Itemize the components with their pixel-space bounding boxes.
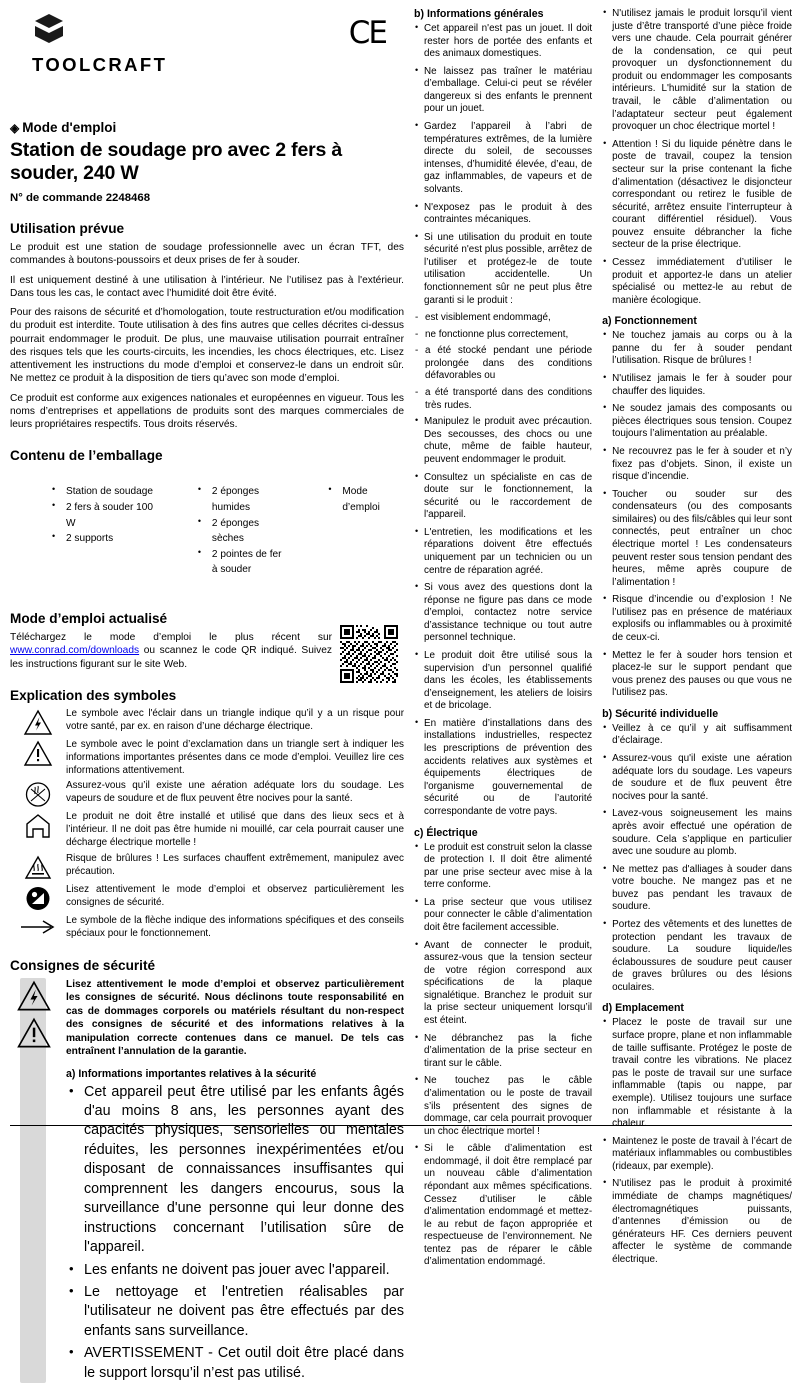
safety-a-list [66, 1083, 404, 1384]
document-kind [10, 120, 404, 135]
intended-use-paragraph: Le produit est une station de soudage professionnelle avec un écran TFT, des commandes à boutons-poussoirs et deux prises de fer à souder. [10, 242, 404, 267]
package-column-1 [10, 484, 156, 578]
list-item: • 2 pointes de fer à souder [196, 547, 286, 578]
manual-text-after: ou scannez le code QR indiqué. Suivez les instructions figurant sur le site Web. [10, 645, 332, 670]
list-item: • Si le câble d’alimentation est endommagé, il doit être remplacé par un nouveau câble d’alimentation répondant aux mêmes spécifications. Cessez d’utiliser le câble d’alimentation endommagé et mettez-le au rebut de façon appropriée et respectueuse de l’environnement. Ne tentez pas de réparer le câble d’alimentation endommagé. [414, 1143, 592, 1269]
qr-code-icon [340, 625, 398, 683]
list-item: • Assurez-vous qu'il existe une aération adéquate lors du soudage. Les vapeurs de soudure et de flux peuvent être nocives pour la santé. [602, 753, 792, 803]
safety-c-list-cont [602, 8, 792, 307]
list-item: • Le produit doit être utilisé sous la supervision d’un personnel qualifié dans les écoles, les établissements d’enseignement, les ateliers de loisirs et de bricolage. [414, 650, 592, 713]
list-item: • Cet appareil n'est pas un jouet. Il doit rester hors de portée des enfants et des animaux domestiques. [414, 23, 592, 61]
safety-content [10, 978, 404, 1383]
symbol-row [10, 811, 404, 850]
safety-location-list [602, 1017, 792, 1266]
list-item: • N'utilisez jamais le fer à souder pour chauffer des liquides. [602, 373, 792, 398]
list-item: • Mode d’emploi [326, 484, 404, 515]
symbol-text: Assurez-vous qu’il existe une aération adéquate lors du soudage. Les vapeurs de soudure et de flux peuvent être nocives pour la santé. [66, 780, 404, 805]
section-heading-symbols: Explication des symboles [10, 687, 177, 703]
list-item: • Mettez le fer à souder hors tension et placez-le sur le support pendant que vous prenez des pauses ou que vous ne l'utilisez pas. [602, 650, 792, 700]
page-title: Station de soudage pro avec 2 fers à souder, 240 W [10, 139, 342, 184]
section-heading-package-contents: Contenu de l’emballage [10, 448, 163, 464]
column-right [600, 8, 792, 1271]
package-column-2 [156, 484, 286, 578]
subsection-heading-c: c) Électrique [414, 826, 478, 839]
list-item: • Avant de connecter le produit, assurez-vous que la tension secteur de votre région correspond aux spécifications de la plaque signalétique. Branchez le produit sur la prise secteur uniquement lorsqu’il est éteint. [414, 940, 592, 1028]
symbol-row [10, 884, 404, 912]
list-item: • La prise secteur que vous utilisez pour connecter le câble d’alimentation doit être facilement accessible. [414, 897, 592, 935]
list-item: • Gardez l’appareil à l’abri de températures extrêmes, de la lumière directe du soleil, de secousses intenses, d’humidité élevée, d’eau, de gaz inflammables, de vapeurs et de solvants. [414, 121, 592, 196]
lightning-in-triangle-icon [10, 708, 66, 736]
symbol-row [10, 780, 404, 808]
downloads-link[interactable]: www.conrad.com/downloads [10, 645, 140, 657]
read-manual-icon [10, 884, 66, 912]
section-heading-safety: Consignes de sécurité [10, 957, 156, 973]
list-item: • Manipulez le produit avec précaution. Des secousses, des chocs ou une chute, même de faible hauteur, peuvent endommager le produit. [414, 416, 592, 466]
list-item: • Si vous avez des questions dont la réponse ne figure pas dans ce mode d’emploi, contactez notre service d’assistance technique ou tout autre personnel technique. [414, 582, 592, 645]
column-middle [414, 8, 600, 1274]
list-item: • Maintenez le poste de travail à l’écart de matériaux inflammables ou combustibles (rideaux, par exemple). [602, 1136, 792, 1174]
list-item: • Ne débranchez pas la fiche d’alimentation de la prise secteur en tirant sur le câble. [414, 1033, 592, 1071]
eye-france-flag-icon: ◈ [10, 121, 20, 135]
subsection-heading-a: a) Informations importantes relatives à la sécurité [66, 1067, 317, 1080]
list-item: • Veillez à ce qu’il y ait suffisamment d’éclairage. [602, 723, 792, 748]
list-item: • Les enfants ne doivent pas jouer avec l'appareil. [66, 1261, 404, 1280]
updated-manual-block [10, 631, 404, 671]
section-heading-updated-manual: Mode d’emploi actualisé [10, 611, 168, 627]
symbol-text: Le symbole de la flèche indique des informations spécifiques et des conseils spéciaux pour le fonctionnement. [66, 915, 404, 939]
page-columns [10, 8, 792, 1386]
safety-lead-text: Lisez attentivement le mode d’emploi et observez particulièrement les consignes de sécurité. Nous déclinons toute responsabilité en cas de dommages corporels ou matériels résultant du non-respect des consignes de sécurité et des informations relatives à la manipulation correcte contenues dans ce manuel. De tels cas entraînent l’annulation de la garantie. [66, 978, 404, 1058]
list-item: - a été transporté dans des conditions très rudes. [414, 387, 592, 412]
list-item: • Ne laissez pas traîner le matériau d’emballage. Celui-ci peut se révéler dangereux si des enfants le prennent pour un jouet. [414, 66, 592, 116]
list-item: • Attention ! Si du liquide pénètre dans le poste de travail, coupez la tension secteur sur la prise contenant la fiche d’alimentation (désactivez le disjoncteur correspondant ou retirez le fusible de sécurité, arrêtez ensuite l’interrupteur à courant différentiel résiduel). Vous pouvez ensuite débrancher la fiche secteur de la prise électrique. [602, 139, 792, 252]
list-item: - a été stocké pendant une période prolongée dans des conditions défavorables ou [414, 345, 592, 383]
page-footer [10, 1125, 792, 1126]
hot-surface-in-triangle-icon [10, 853, 66, 881]
list-item: • 2 supports [50, 531, 156, 547]
arrow-right-icon [10, 915, 66, 936]
footer-divider [10, 1125, 792, 1126]
list-item: • AVERTISSEMENT - Cet outil doit être placé dans le support lorsqu’il n’est pas utilisé. [66, 1344, 404, 1383]
symbol-row [10, 853, 404, 881]
safety-b-sublist [414, 312, 592, 412]
list-item: • 2 éponges humides [196, 484, 286, 515]
symbol-text: Le symbole avec le point d’exclamation dans un triangle sert à indiquer les informations importantes présentes dans ce mode d’emploi. Veuillez lire ces informations attentivement. [66, 738, 404, 776]
list-item: - est visiblement endommagé, [414, 312, 592, 325]
brand-name: TOOLCRAFT [32, 54, 168, 75]
column-left [10, 8, 414, 1386]
package-contents-list [10, 468, 404, 594]
symbol-text: Risque de brûlures ! Les surfaces chauffent extrêmement, manipulez avec précaution. [66, 853, 404, 877]
document-kind-label: Mode d'emploi [22, 120, 117, 135]
subsection-heading-location: d) Emplacement [602, 1002, 684, 1015]
symbol-row [10, 915, 404, 941]
list-item: • Cessez immédiatement d’utiliser le produit et apportez-le dans un atelier spécialisé ou mettez-le au rebut de manière écologique. [602, 257, 792, 307]
list-item: • Risque d’incendie ou d’explosion ! Ne l’utilisez pas en présence de matériaux explosifs ou inflammables ou à proximité de ceux-ci. [602, 594, 792, 644]
list-item: - ne fonctionne plus correctement, [414, 329, 592, 342]
list-item: • N'utilisez jamais le produit lorsqu’il vient juste d’être transporté d’une pièce froide vers une chaude. Cela pourrait générer de la condensation, ce qui peut provoquer un dysfonctionnement du produit ou endommager les composants intérieurs. L'humidité sur la station de travail, le câble d’alimentation ou l’adaptateur secteur peut également provoquer un choc électrique mortel ! [602, 8, 792, 134]
subsection-heading-personal-safety: b) Sécurité individuelle [602, 707, 719, 720]
list-item: • 2 fers à souder 100 W [50, 500, 156, 531]
list-item: • Ne mettez pas d'alliages à souder dans votre bouche. Ne mangez pas et ne buvez pas pendant les travaux de soudure. [602, 864, 792, 914]
safety-b-list [414, 23, 592, 307]
intended-use-paragraph: Ce produit est conforme aux exigences nationales et européennes en vigueur. Tous les noms d’entreprises et appellations de produits sont des marques commerciales de leurs propriétaires respectifs. Tous droits réservés. [10, 392, 404, 430]
subsection-heading-b: b) Informations générales [414, 8, 544, 20]
list-item: • Le nettoyage et l'entretien réalisables par l'utilisateur ne doivent pas être effectués par des enfants sans surveillance. [66, 1283, 404, 1341]
order-number: N° de commande 2248468 [10, 192, 151, 204]
manual-text-before: Téléchargez le mode d’emploi le plus récent sur [10, 632, 332, 644]
safety-operation-list [602, 330, 792, 700]
list-item: • Portez des vêtements et des lunettes de protection pendant les travaux de soudure. La soudure liquide/les éclaboussures de soudure peut causer de graves brûlures ou des lésions oculaires. [602, 919, 792, 994]
section-heading-intended-use: Utilisation prévue [10, 221, 125, 236]
safety-block [10, 978, 404, 1383]
exclamation-in-triangle-icon [10, 739, 66, 767]
list-item: • Station de soudage [50, 484, 156, 500]
list-item: • Ne touchez jamais au corps ou à la panne du fer à souder pendant l’utilisation. Risque de brûlures ! [602, 330, 792, 368]
ce-mark: CE [348, 15, 386, 51]
list-item: • Ne touchez pas le câble d’alimentation ou le poste de travail s’ils présentent des signes de dommage, car cela pourrait provoquer un choc électrique mortel ! [414, 1075, 592, 1138]
list-item: • Toucher ou souder sur des condensateurs (ou des composants similaires) ou des fils/câbles qui leur sont connectés, peut entraîner un choc électrique mortel ! Les condensateurs peuvent rester sous tension pendant des heures, même après coupure de l’alimentation ! [602, 489, 792, 590]
list-item: • En matière d’installations dans des installations industrielles, respectez les prescriptions de prévention des accidents relatives aux systèmes et équipements électriques de l'organisme gouvernemental de sécurité ou de l’autorité correspondante de votre pays. [414, 718, 592, 819]
list-item: • N'exposez pas le produit à des contraintes mécaniques. [414, 202, 592, 227]
list-item: • Si une utilisation du produit en toute sécurité n'est plus possible, arrêtez de l’utiliser et protégez-le de toute utilisation accidentelle. Un fonctionnement sûr ne peut plus être garanti si le produit : [414, 232, 592, 307]
list-item: • N'utilisez pas le produit à proximité immédiate de champs magnétiques/électromagnétiques puissants, d’antennes d’émission ou de générateurs HF. Ces derniers peuvent affecter le système de commande électrique. [602, 1178, 792, 1266]
safety-b-list-cont [414, 416, 592, 818]
symbol-text: Le symbole avec l'éclair dans un triangle indique qu’il y a un risque pour votre santé, par ex. en raison d’une décharge électrique. [66, 707, 404, 732]
list-item: • Placez le poste de travail sur une surface propre, plane et non inflammable de taille suffisante. Protégez le poste de travail contre les vibrations. Ne placez pas le poste de travail sur une surface inflammable (tapis ou nappe, par exemple). Utilisez toujours une surface non inflammable et résistante à la chaleur. [602, 1017, 792, 1130]
symbol-row [10, 708, 404, 736]
safety-personal-list [602, 723, 792, 995]
subsection-heading-operation: a) Fonctionnement [602, 315, 697, 328]
intended-use-paragraph: Pour des raisons de sécurité et d’homologation, toute restructuration et/ou modification du produit est interdite. Toute utilisation à des fins autres que celles décrites ci-dessus pourrait endommager le produit. De plus, une mauvaise utilisation pourrait entraîner des risques tels que les courts-circuits, les incendies, les chocs électriques, etc. Lisez attentivement les instructions du mode d’emploi et conservez-le dans un endroit sûr. Ne mettez ce produit à la disposition de tiers qu’avec son mode d’emploi. [10, 307, 404, 385]
list-item: • Cet appareil peut être utilisé par les enfants âgés d'au moins 8 ans, les personnes ayant des capacités physiques, sensorielles ou mentales réduites, les personnes inexpérimentées et/ou disposant de connaissances insuffisantes qui comprennent les dangers encourus, sous la surveillance d'une personne qui leur donne des instructions concernant l’utilisation sûre de l'appareil. [66, 1083, 404, 1258]
hexagon-stack-logo-icon [32, 14, 66, 44]
list-item: • L'entretien, les modifications et les réparations doivent être effectués uniquement par un technicien ou un centre de réparation agréé. [414, 527, 592, 577]
document-header [10, 8, 404, 104]
symbol-text: Lisez attentivement le mode d’emploi et observez particulièrement les consignes de sécurité. [66, 884, 404, 908]
list-item: • Ne recouvrez pas le fer à souder et n’y fixez pas d’objets. Sinon, il existe un risque d’incendie. [602, 446, 792, 484]
list-item: • Consultez un spécialiste en cas de doute sur le fonctionnement, la sécurité ou le raccordement de l'appareil. [414, 472, 592, 522]
safety-c-list [414, 842, 592, 1270]
list-item: • 2 éponges sèches [196, 516, 286, 547]
list-item: • Le produit est construit selon la classe de protection I. Il doit être alimenté par une prise secteur avec mise à la terre conforme. [414, 842, 592, 892]
intended-use-paragraph: Il est uniquement destiné à une utilisation à l’intérieur. Ne l’utilisez pas à l'extérieur. Dans tous les cas, le contact avec l’humidité doit être évité. [10, 274, 404, 299]
symbol-row [10, 739, 404, 778]
list-item: • Lavez-vous soigneusement les mains après avoir effectué une opération de soudure. Cela s’applique en particulier avec une soudure au plomb. [602, 808, 792, 858]
indoor-house-icon [10, 811, 66, 839]
package-column-3 [286, 484, 404, 578]
ventilation-fumes-icon [10, 780, 66, 808]
list-item: • Ne soudez jamais des composants ou pièces électriques sous tension. Coupez toujours l’alimentation au préalable. [602, 403, 792, 441]
symbol-text: Le produit ne doit être installé et utilisé que dans des lieux secs et à l’intérieur. Il ne doit pas être humide ni mouillé, car cela pourrait causer une décharge électrique mortelle ! [66, 811, 404, 849]
